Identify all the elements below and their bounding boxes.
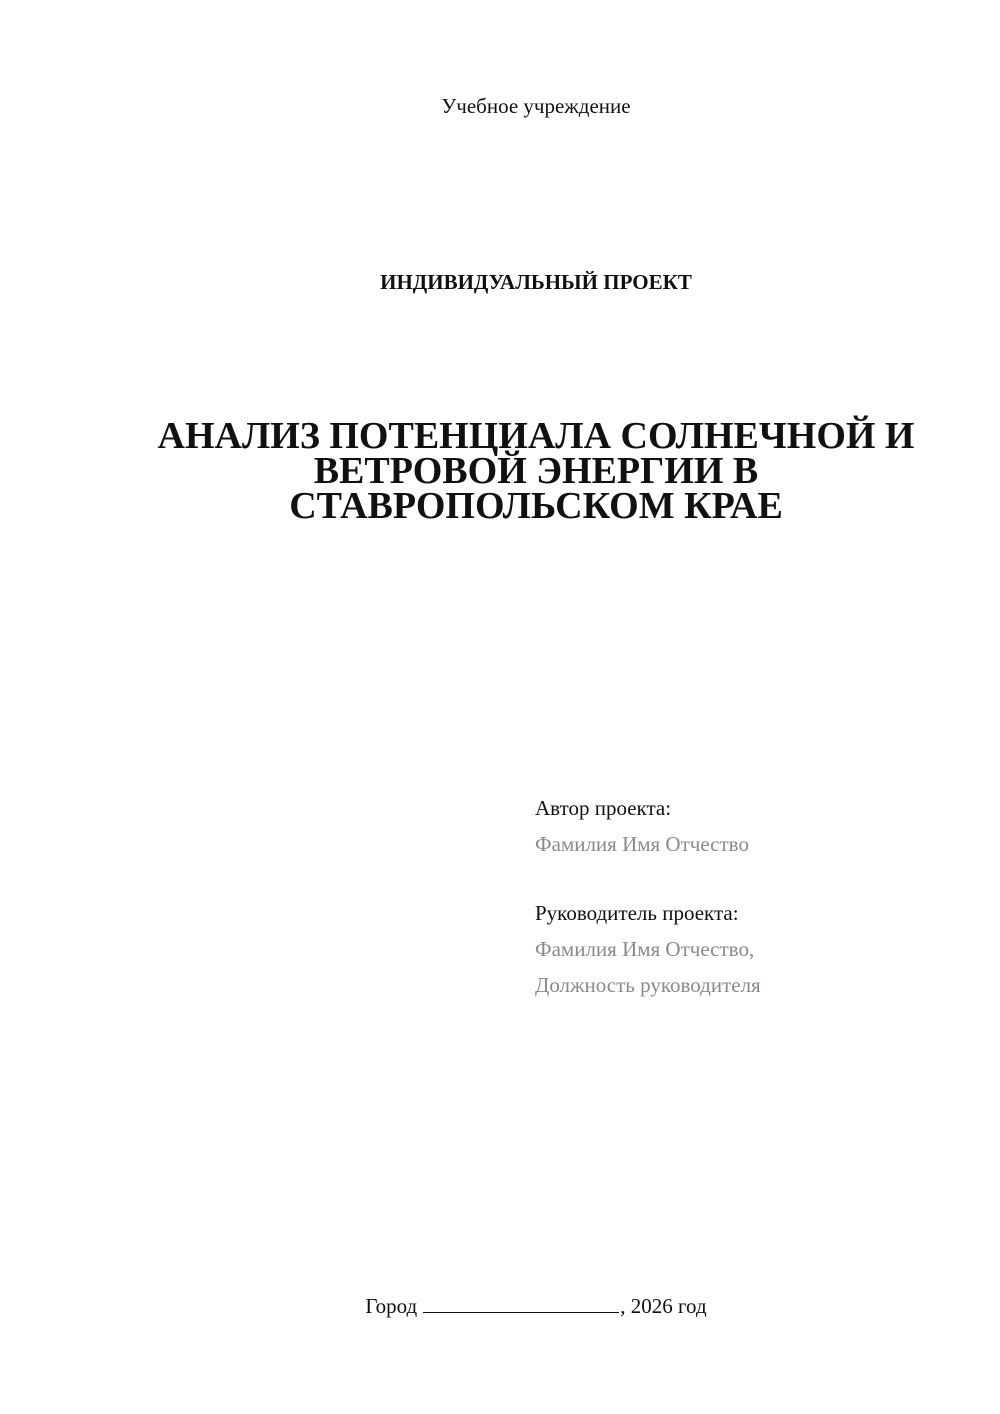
project-credits — [535, 790, 975, 1003]
institution-name: Учебное учреждение — [441, 94, 631, 118]
supervisor-position: Должность руководителя — [535, 973, 761, 997]
title-line-3: СТАВРОПОЛЬСКОМ КРАЕ — [289, 485, 783, 527]
author-label: Автор проекта: — [535, 796, 672, 820]
year-text: , 2026 год — [620, 1294, 707, 1318]
city-label: Город — [365, 1294, 418, 1318]
supervisor-label: Руководитель проекта: — [535, 901, 739, 925]
credits-spacer — [535, 862, 975, 895]
city-blank-line — [423, 1292, 619, 1313]
supervisor-name: Фамилия Имя Отчество, — [535, 937, 755, 961]
author-name: Фамилия Имя Отчество — [535, 832, 749, 856]
title-line-1: АНАЛИЗ ПОТЕНЦИАЛА СОЛНЕЧНОЙ И — [157, 415, 915, 457]
title-line-2: ВЕТРОВОЙ ЭНЕРГИИ В — [313, 450, 759, 492]
document-type: ИНДИВИДУАЛЬНЫЙ ПРОЕКТ — [380, 270, 692, 294]
document-title — [150, 415, 922, 527]
city-year-line — [0, 1292, 1000, 1320]
